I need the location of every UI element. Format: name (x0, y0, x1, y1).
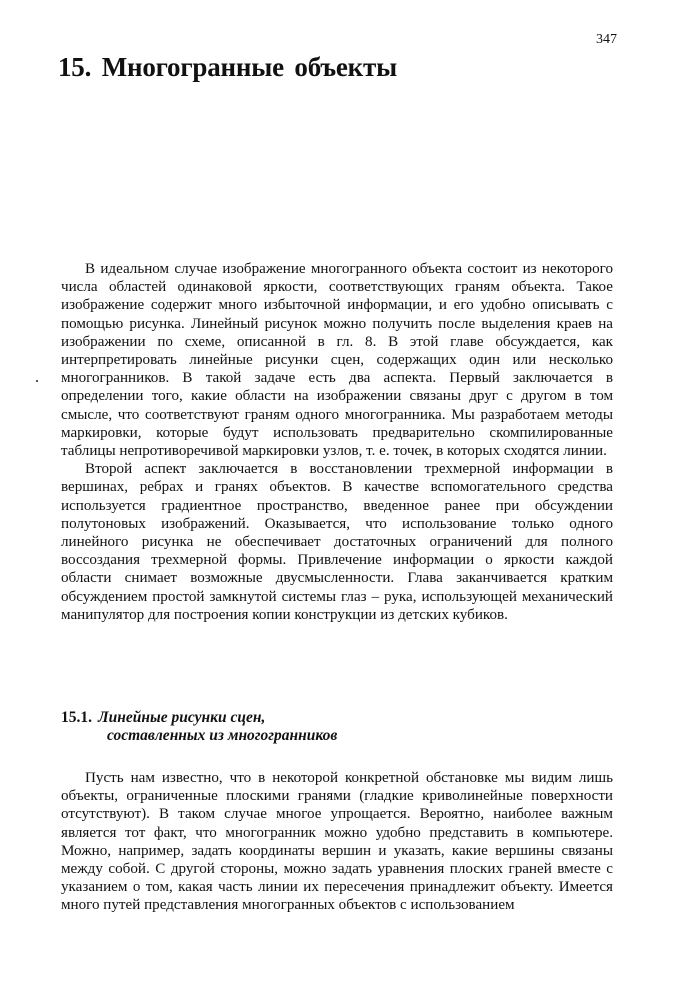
margin-mark (36, 380, 38, 382)
chapter-intro (61, 260, 613, 624)
page-number: 347 (596, 32, 617, 47)
section-paragraph-1: Пусть нам известно, что в некоторой конкретной обстановке мы видим лишь объекты, ограниченные плоскими гранями (гладкие криволинейные поверхности отсутствуют). В таком случае многое упрощается. Вероятно, наиболее важным является тот факт, что многогранник можно удобно представить в компьютере. Можно, например, задать координаты вершин и указать, какие вершины связаны между собой. С другой стороны, можно задать уравнения плоских граней вместе с указанием о том, какая часть линии их пересечения принадлежит объекту. Имеется много путей представления многогранных объектов с использованием (61, 770, 613, 914)
section-title-line-1: Линейные рисунки сцен, (98, 709, 266, 726)
section-number: 15.1. (61, 709, 92, 726)
intro-paragraph-1: В идеальном случае изображение многогранного объекта состоит из некоторого числа областей одинаковой яркости, соответствующих граням объекта. Такое изображение содержит много избыточной информации, и его удобно описывать с помощью рисунка. Линейный рисунок можно получить после выделения краев на изображении по схеме, описанной в гл. 8. В этой главе обсуждается, как интерпретировать линейные рисунки сцен, содержащих один или несколько многогранников. В такой задаче есть два аспекта. Первый заключается в определении того, какие области на изображении связаны друг с другом в том смысле, что соответствуют граням одного многогранника. Мы разработаем методы маркировки, которые будут использовать предварительно скомпилированные таблицы непротиворечивой маркировки узлов, т. е. точек, в которых сходятся линии. (61, 261, 613, 460)
section-heading (61, 709, 613, 745)
chapter-title: 15. Многогранные объекты (58, 52, 397, 82)
section-title-line-2: составленных из многогранников (107, 727, 338, 744)
section-15-1 (61, 709, 613, 915)
intro-paragraph-2: Второй аспект заключается в восстановлении трехмерной информации в вершинах, ребрах и гранях объектов. В качестве вспомогательного средства используется градиентное пространство, введенное ранее при обсуждении полутоновых изображений. Оказывается, что использование только одного линейного рисунка не обеспечивает достаточных ограничений для полного воссоздания трехмерной формы. Привлечение информации о яркости каждой области снимает возможные двусмысленности. Глава заканчивается кратким обсуждением простой замкнутой системы глаз – рука, использующей механический манипулятор для построения копии конструкции из детских кубиков. (61, 461, 613, 623)
